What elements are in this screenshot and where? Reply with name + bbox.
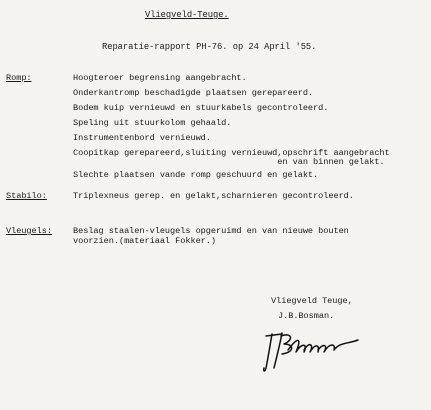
romp-line: en van binnen gelakt. (73, 157, 385, 167)
closing-place: Vliegveld Teuge, (271, 296, 353, 306)
vleugels-line: voorzien.(materiaal Fokker.) (73, 236, 216, 246)
document-title: Vliegveld-Teuge. (145, 10, 229, 20)
handwritten-signature (262, 328, 362, 374)
closing-name: J.B.Bosman. (278, 311, 335, 321)
romp-line: Bodem kuip vernieuwd en stuurkabels gecontroleerd. (73, 103, 329, 113)
section-label-stabilo: Stabilo: (6, 191, 47, 201)
romp-line: Coopitkap gerepareerd,sluiting vernieuwd,opschrift aangebracht (73, 148, 390, 158)
romp-line: Speling uit stuurkolom gehaald. (73, 118, 232, 128)
report-heading: Reparatie-rapport PH-76. op 24 April '55. (102, 42, 317, 52)
romp-line: Onderkantromp beschadigde plaatsen gerepareerd. (73, 88, 314, 98)
romp-line: Instrumentenbord vernieuwd. (73, 133, 211, 143)
vleugels-line: Beslag staalen-vleugels opgeruimd en van nieuwe bouten (73, 226, 349, 236)
section-label-vleugels: Vleugels: (6, 226, 52, 236)
romp-line: Slechte plaatsen vande romp geschuurd en gelakt. (73, 170, 319, 180)
romp-line: Hoogteroer begrensing aangebracht. (73, 73, 247, 83)
section-label-romp: Romp: (6, 73, 32, 83)
stabilo-line: Triplexneus gerep. en gelakt,scharnieren gecontroleerd. (73, 191, 354, 201)
